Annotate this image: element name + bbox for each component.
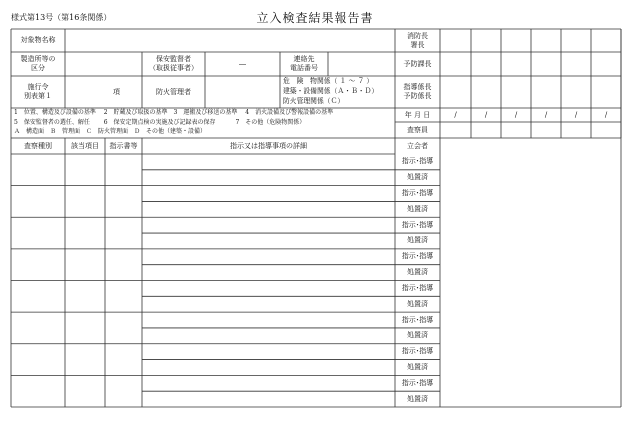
fire-manager-field[interactable] (205, 76, 280, 108)
instruct-label: 指示･指導 (401, 283, 434, 292)
done-label: 処置済 (407, 204, 428, 213)
col-header-type: 査察種別 (24, 141, 52, 150)
chief-line-1: 消防長 (407, 31, 428, 40)
date-slash: / (574, 110, 578, 119)
inspector-label: 査察員 (407, 125, 428, 134)
instruct-label: 指示･指導 (401, 157, 434, 166)
instruct-label: 指示･指導 (401, 315, 434, 324)
mfg-class-field[interactable] (65, 52, 142, 76)
security-supervisor-line-2: （取扱従事者） (149, 64, 198, 72)
date-slash: / (544, 110, 548, 119)
contact-line-2: 電話番号 (290, 64, 318, 72)
done-label: 処置済 (407, 173, 428, 182)
item-unit-label: 項 (113, 87, 120, 96)
mfg-class-label (11, 52, 65, 76)
enforcement-label (11, 76, 65, 108)
prevention-chief-label: 予防課長 (403, 59, 432, 68)
enforcement-item-field[interactable] (65, 76, 142, 108)
mfg-class-line-2: 区分 (31, 64, 45, 72)
date-slash: / (484, 110, 488, 119)
date-slash: / (454, 110, 457, 119)
col-header-item: 該当項目 (71, 141, 99, 150)
instruct-label: 指示･指導 (401, 378, 434, 387)
done-label: 処置済 (407, 236, 428, 245)
chief-label (395, 29, 440, 52)
security-supervisor-label (142, 52, 205, 76)
enforcement-line-2: 別表第１ (24, 92, 52, 100)
contact-line-1: 連絡先 (293, 55, 315, 63)
facility-category: 建築・設備関係（Ａ・Ｂ・Ｄ） (283, 87, 379, 95)
instruct-label: 指示･指導 (401, 220, 434, 229)
done-label: 処置済 (407, 268, 428, 277)
contact-label (280, 52, 328, 76)
col-header-doc: 指示書等 (109, 141, 138, 150)
date-label: 年 月 日 (404, 110, 431, 119)
guidance-line-2: 予防係長 (403, 92, 432, 100)
guidance-chief-label (395, 76, 440, 108)
col-header-detail: 指示又は指導事項の詳細 (230, 141, 307, 150)
criteria-line-3: Ａ 構造面 Ｂ 管理面 Ｃ 防火管理面 Ｄ その他（建築・設備） (14, 128, 207, 135)
done-label: 処置済 (407, 362, 428, 371)
form-number: 様式第13号（第16条関係） (11, 13, 112, 22)
security-supervisor-dash: ― (239, 59, 246, 68)
contact-field[interactable] (328, 52, 395, 76)
fire-category: 防火管理関係（Ｃ） (283, 97, 345, 105)
enforcement-line-1: 施行令 (27, 83, 49, 91)
target-name-field[interactable] (65, 29, 395, 52)
danger-category: 危 険 物関係（ １ ～ ７ ） (283, 77, 374, 85)
chief-line-2: 署長 (410, 40, 425, 49)
date-slash: / (514, 110, 518, 119)
done-label: 処置済 (407, 299, 428, 308)
criteria-line-2: 5 保安監督者の選任、解任 6 保安定期点検の実施及び記録表の保存 7 その他（危険物関係） (14, 118, 306, 126)
done-label: 処置済 (407, 331, 428, 340)
instruct-label: 指示･指導 (401, 347, 434, 356)
mfg-class-line-1: 製造所等の (20, 55, 56, 63)
fire-manager-label: 防火管理者 (156, 87, 191, 96)
target-name-label: 対象物名称 (20, 36, 56, 44)
category-legend (283, 76, 395, 108)
instruct-label: 指示･指導 (401, 252, 434, 261)
document-title: 立入検査結果報告書 (256, 11, 374, 25)
date-slash: / (604, 110, 608, 119)
security-supervisor-line-1: 保安監督者 (156, 55, 191, 63)
col-header-witness: 立会者 (407, 141, 428, 150)
guidance-line-1: 指導係長 (403, 83, 432, 91)
instruct-label: 指示･指導 (401, 189, 434, 198)
done-label: 処置済 (407, 394, 428, 403)
criteria-legend (14, 108, 395, 138)
criteria-line-1: 1 位置、構造及び設備の基準 2 貯蔵及び取扱の基準 3 運搬及び移送の基準 4 消火設備及び警報設備の基準 (14, 109, 334, 116)
